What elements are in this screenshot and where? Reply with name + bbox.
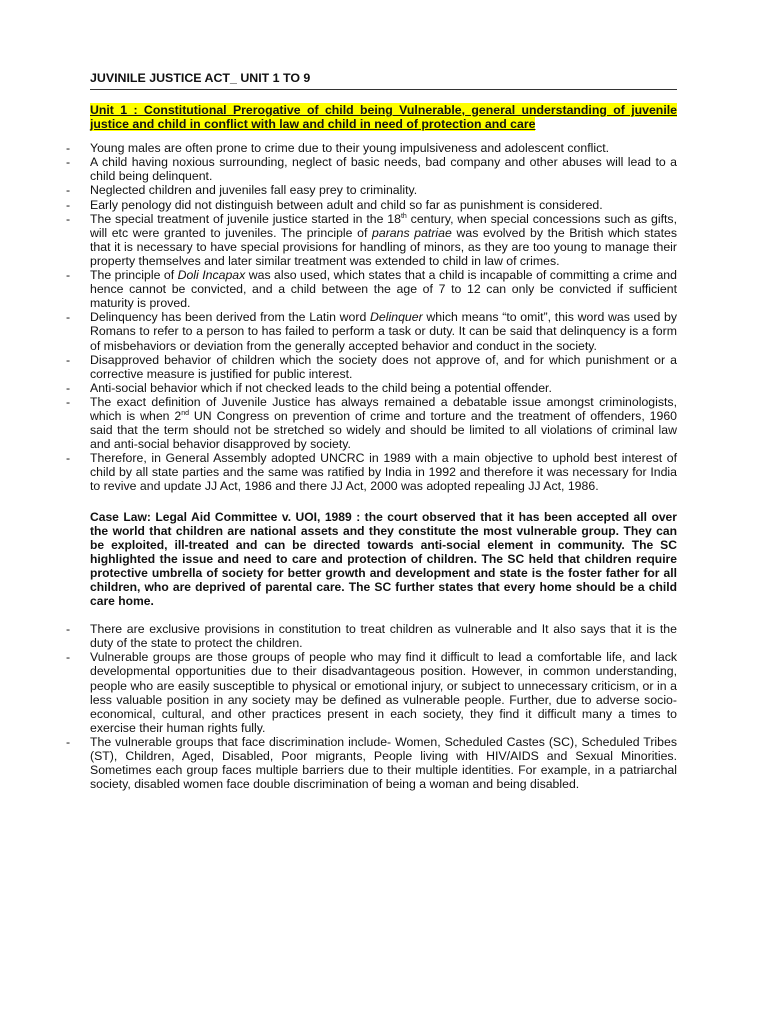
list-item-em: parans patriae (372, 225, 452, 240)
list-item-pre: The principle of (90, 268, 178, 283)
list-item-pre: Early penology did not distinguish between adult and child so far as punishment is considered. (90, 197, 603, 212)
bullet-list-part2 (90, 622, 677, 791)
list-item (90, 212, 677, 268)
list-item (90, 451, 677, 493)
list-item-mid: century, when special concessions such as gifts, will etc were granted to juveniles. The principle of (90, 211, 677, 240)
list-item (90, 353, 677, 381)
list-item-pre: Anti-social behavior which if not checked leads to the child being a potential offender. (90, 380, 552, 395)
list-item (90, 141, 677, 155)
list-item (90, 268, 677, 310)
bullet-list-part1 (90, 141, 677, 493)
list-item-em: Delinquer (370, 310, 423, 325)
unit-heading-text: Unit 1 : Constitutional Prerogative of child being Vulnerable, general understanding of juvenile justice and child in conflict with law and child in need of protection and care (90, 103, 677, 132)
list-item-em: Doli Incapax (177, 268, 246, 283)
list-item-pre: Neglected children and juveniles fall easy prey to criminality. (90, 183, 418, 198)
list-item (90, 395, 677, 451)
list-item-pre: The special treatment of juvenile justice started in the 18 (90, 211, 401, 226)
list-item (90, 183, 677, 197)
list-item-pre: There are exclusive provisions in constitution to treat children as vulnerable and It also says that it is the duty of the state to protect the children. (90, 622, 677, 651)
list-item-post: which means “to omit”, this word was used by Romans to refer to a person to has failed to perform a task or duty. It can be said that delinquency is a form of misbehaviors or deviation from the generally accepted behavior and conduct in the society. (90, 310, 678, 353)
list-item-pre: Young males are often prone to crime due to their young impulsiveness and adolescent conflict. (90, 141, 610, 156)
list-item-mid: UN Congress on prevention of crime and torture and the treatment of offenders, 1960 said that the term should not be stretched so widely and should be limited to all violations of criminal law and anti-social behavior disapproved by society. (90, 408, 677, 452)
list-item-pre: Therefore, in General Assembly adopted UNCRC in 1989 with a main objective to uphold best interest of child by all state parties and the same was ratified by India in 1992 and therefore it was necessary for India to revive and update JJ Act, 1986 and there JJ Act, 2000 was adopted repealing JJ Act, 1986. (90, 451, 677, 494)
list-item (90, 735, 677, 791)
list-item-post: was evolved by the British which states that it is necessary to have special provisions for handling of minors, as they are too young to manage their property themselves and later similar treatment was extended to child in law of crimes. (90, 225, 677, 268)
document-title: JUVINILE JUSTICE ACT_ UNIT 1 TO 9 (90, 71, 677, 90)
list-item (90, 198, 677, 212)
list-item-sup: nd (181, 409, 190, 417)
list-item (90, 381, 677, 395)
list-item-pre: A child having noxious surrounding, neglect of basic needs, bad company and other abuses will lead to a child being delinquent. (90, 155, 677, 184)
case-law-paragraph: Case Law: Legal Aid Committee v. UOI, 1989 : the court observed that it has been accepted all over the world that children are national assets and they constitute the most vulnerable group. They can be exploited, ill-treated and can be directed towards anti-social element in community. The SC highlighted the issue and need to care and protection of children. The SC held that children require protective umbrella of society for better growth and development and state is the foster father for all children, who are deprived of parental care. The SC further states that every home should be a child care home. (90, 509, 677, 609)
list-item (90, 155, 677, 183)
list-item (90, 650, 677, 735)
list-item-pre: The vulnerable groups that face discrimination include- Women, Scheduled Castes (SC), Scheduled Tribes (ST), Children, Aged, Disabled, Poor migrants, People living with HIV/AIDS and Sexual Minorities. Sometimes each group faces multiple barriers due to their multiple identities. For example, in a patriarchal society, disabled women face double discrimination of being a woman and being disabled. (90, 734, 677, 792)
list-item-post: was also used, which states that a child is incapable of committing a crime and hence cannot be convicted, and a child between the age of 7 to 12 can only be convicted if sufficient maturity is proved. (90, 268, 677, 311)
list-item-pre: Delinquency has been derived from the Latin word (90, 310, 371, 325)
list-item-pre: The exact definition of Juvenile Justice has always remained a debatable issue amongst criminologists, which is when 2 (90, 394, 677, 423)
list-item-sup: th (400, 212, 407, 220)
list-item-pre: Vulnerable groups are those groups of people who may find it difficult to lead a comfortable life, and lack developmental opportunities due to their disadvantageous position. However, in common understanding, people who are easily susceptible to physical or emotional injury, or subject to unnecessary criticism, or in a less valuable position in any society may be defined as vulnerable people. Further, due to adverse socio-economical, cultural, and other practices present in each society, they find it difficult many a times to exercise their human rights fully. (90, 650, 677, 735)
list-item (90, 622, 677, 650)
list-item (90, 310, 677, 352)
unit-heading (90, 103, 677, 131)
list-item-pre: Disapproved behavior of children which the society does not approve of, and for which punishment or a corrective measure is justified for public interest. (90, 352, 677, 381)
